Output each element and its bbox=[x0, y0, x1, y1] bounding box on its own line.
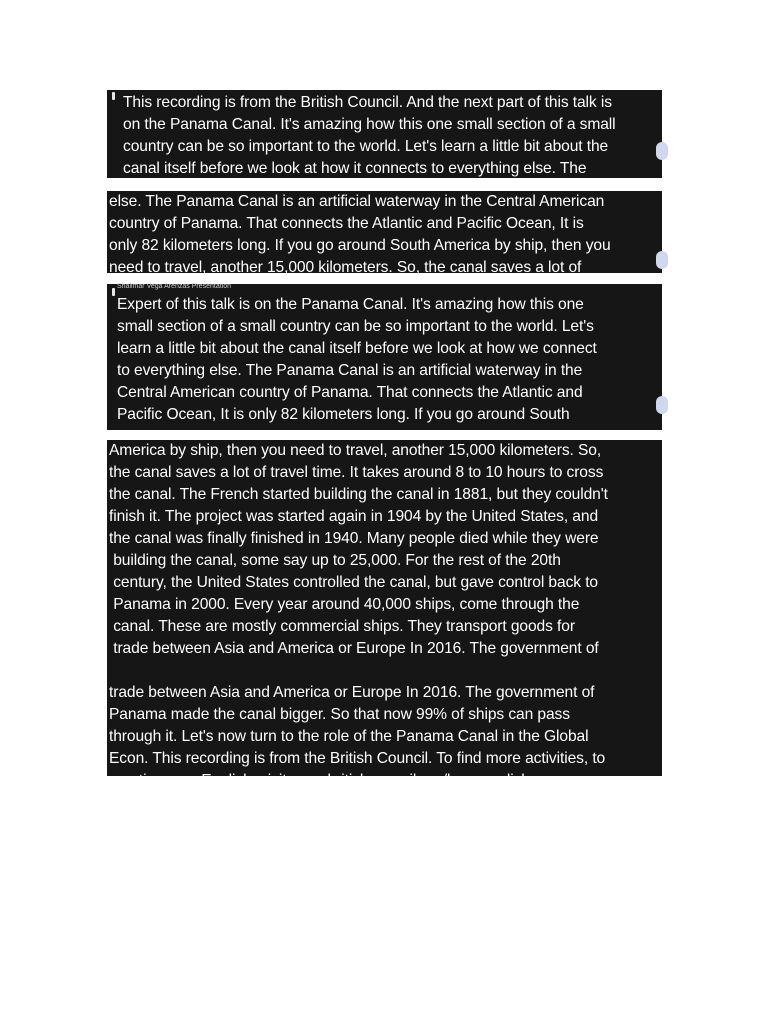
blank-page-area bbox=[0, 776, 768, 1024]
quote-mark-icon bbox=[112, 92, 115, 100]
scroll-indicator-icon[interactable] bbox=[656, 251, 668, 269]
speaker-tag: Shalimar Vega Arenzas Presentation bbox=[117, 283, 232, 290]
quote-mark-icon bbox=[112, 288, 115, 296]
caption-text-3: Expert of this talk is on the Panama Canal. It's amazing how this one small section of a small country can be so important to the world. Let's learn a little bit about the canal itself before we look at how we connect to everything else. The Panama Canal is an artificial waterway in the Central American country of Panama. That connects the Atlantic and Pacific Ocean, It is only 82 kilometers long. If you go around South bbox=[117, 296, 597, 423]
caption-strip-4 bbox=[107, 440, 662, 776]
caption-strip-3 bbox=[107, 284, 662, 430]
caption-text-1: This recording is from the British Council. And the next part of this talk is on the Panama Canal. It's amazing how this one small section of a small country can be so important to the world. Let's learn a little bit about the canal itself before we look at how it connects to everything else. The bbox=[123, 94, 616, 177]
scroll-indicator-icon[interactable] bbox=[656, 142, 668, 160]
caption-text-4: America by ship, then you need to travel, another 15,000 kilometers. So, the canal saves a lot of travel time. It takes around 8 to 10 hours to cross the canal. The French started building the canal in 1881, but they couldn't finish it. The project was started again in 1904 by the United States, and the canal was finally finished in 1940. Many people died while they were building the canal, some say up to 25,000. For the rest of the 20th century, the United States controlled the canal, but gave control back to Panama in 2000. Every year around 40,000 ships, come through the canal. These are mostly commercial ships. They transport goods for trade between Asia and America or Europe In 2016. The government of trade between Asia and America or Europe In 2016. The government of Panama made the canal bigger. So that now 99% of ships can pass through it. Let's now turn to the role of the Panama Canal in the Global Econ. This recording is from the British Council. To find more activities, to bbox=[109, 442, 608, 767]
caption-strip-2 bbox=[107, 191, 662, 276]
caption-strip-1 bbox=[107, 90, 662, 178]
caption-text-2: else. The Panama Canal is an artificial waterway in the Central American country of Panama. That connects the Atlantic and Pacific Ocean, It is only 82 kilometers long. If you go around South America by ship, then you need to travel, another 15,000 kilometers. So, the canal saves a lot of bbox=[109, 193, 611, 276]
scroll-indicator-icon[interactable] bbox=[656, 396, 668, 414]
